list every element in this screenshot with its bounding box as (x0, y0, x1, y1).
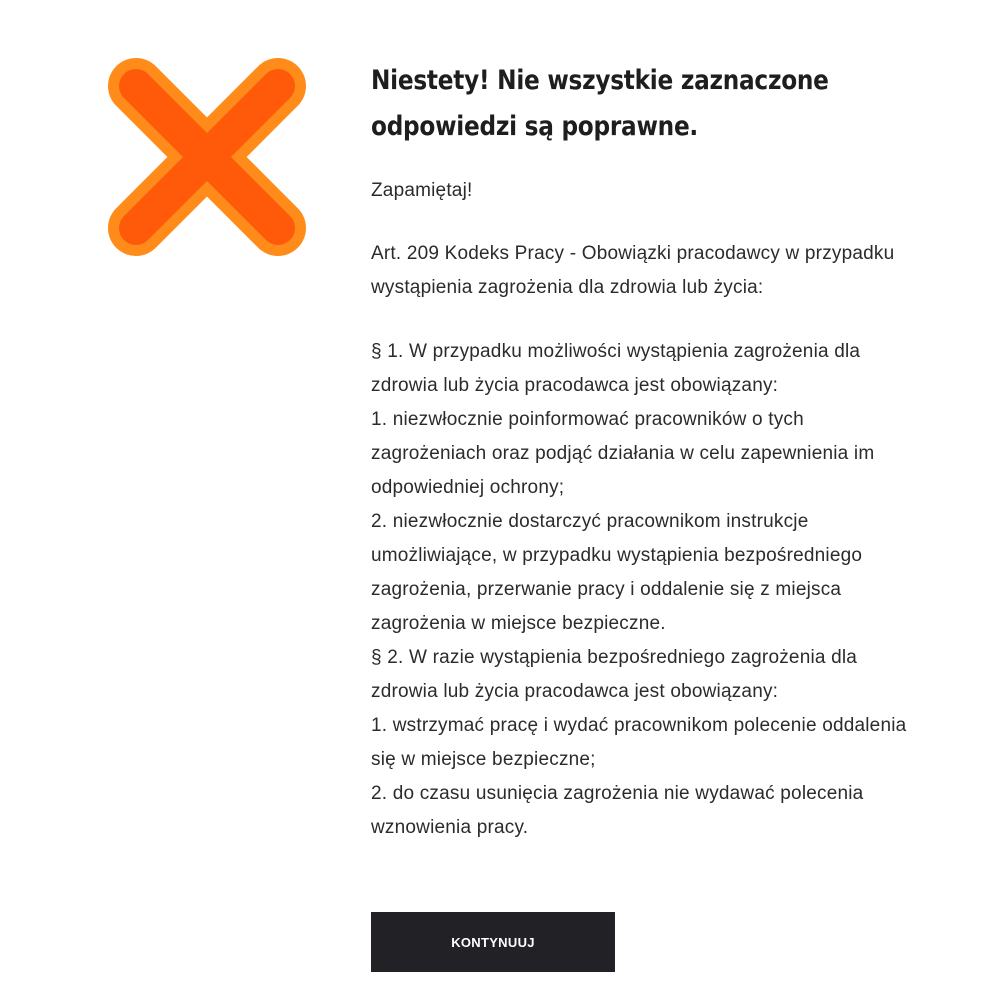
law-text-line: 2. do czasu usunięcia zagrożenia nie wydawać polecenia (371, 783, 864, 804)
continue-button[interactable]: KONTYNUUJ (371, 912, 615, 972)
result-title-line: odpowiedzi są poprawne. (371, 111, 699, 142)
law-text-line: zagrożenia w miejsce bezpieczne. (371, 613, 666, 634)
law-text-line: się w miejsce bezpieczne; (371, 749, 596, 770)
result-title-line: Niestety! Nie wszystkie zaznaczone (371, 65, 829, 96)
remember-label: Zapamiętaj! (371, 180, 473, 201)
incorrect-x-icon (106, 56, 308, 258)
law-text-line: odpowiedniej ochrony; (371, 477, 565, 498)
article-heading-line: Art. 209 Kodeks Pracy - Obowiązki pracodawcy w przypadku (371, 243, 895, 264)
law-text-line: § 1. W przypadku możliwości wystąpienia zagrożenia dla (371, 341, 861, 362)
law-text-line: 1. wstrzymać pracę i wydać pracownikom polecenie oddalenia (371, 715, 907, 736)
law-text-line: § 2. W razie wystąpienia bezpośredniego zagrożenia dla (371, 647, 858, 668)
article-heading-line: wystąpienia zagrożenia dla zdrowia lub życia: (371, 277, 764, 298)
law-text-line: 2. niezwłocznie dostarczyć pracownikom instrukcje (371, 511, 809, 532)
law-text-line: wznowienia pracy. (371, 817, 529, 838)
law-text-line: umożliwiające, w przypadku wystąpienia bezpośredniego (371, 545, 863, 566)
law-text-line: 1. niezwłocznie poinformować pracowników o tych (371, 409, 804, 430)
explanation-text (371, 174, 971, 845)
result-content (371, 58, 971, 845)
law-text-line: zdrowia lub życia pracodawca jest obowiązany: (371, 681, 779, 702)
result-title (371, 58, 887, 150)
law-text-line: zdrowia lub życia pracodawca jest obowiązany: (371, 375, 779, 396)
law-text-line: zagrożeniach oraz podjąć działania w celu zapewnienia im (371, 443, 875, 464)
law-text-line: zagrożenia, przerwanie pracy i oddalenie się z miejsca (371, 579, 842, 600)
